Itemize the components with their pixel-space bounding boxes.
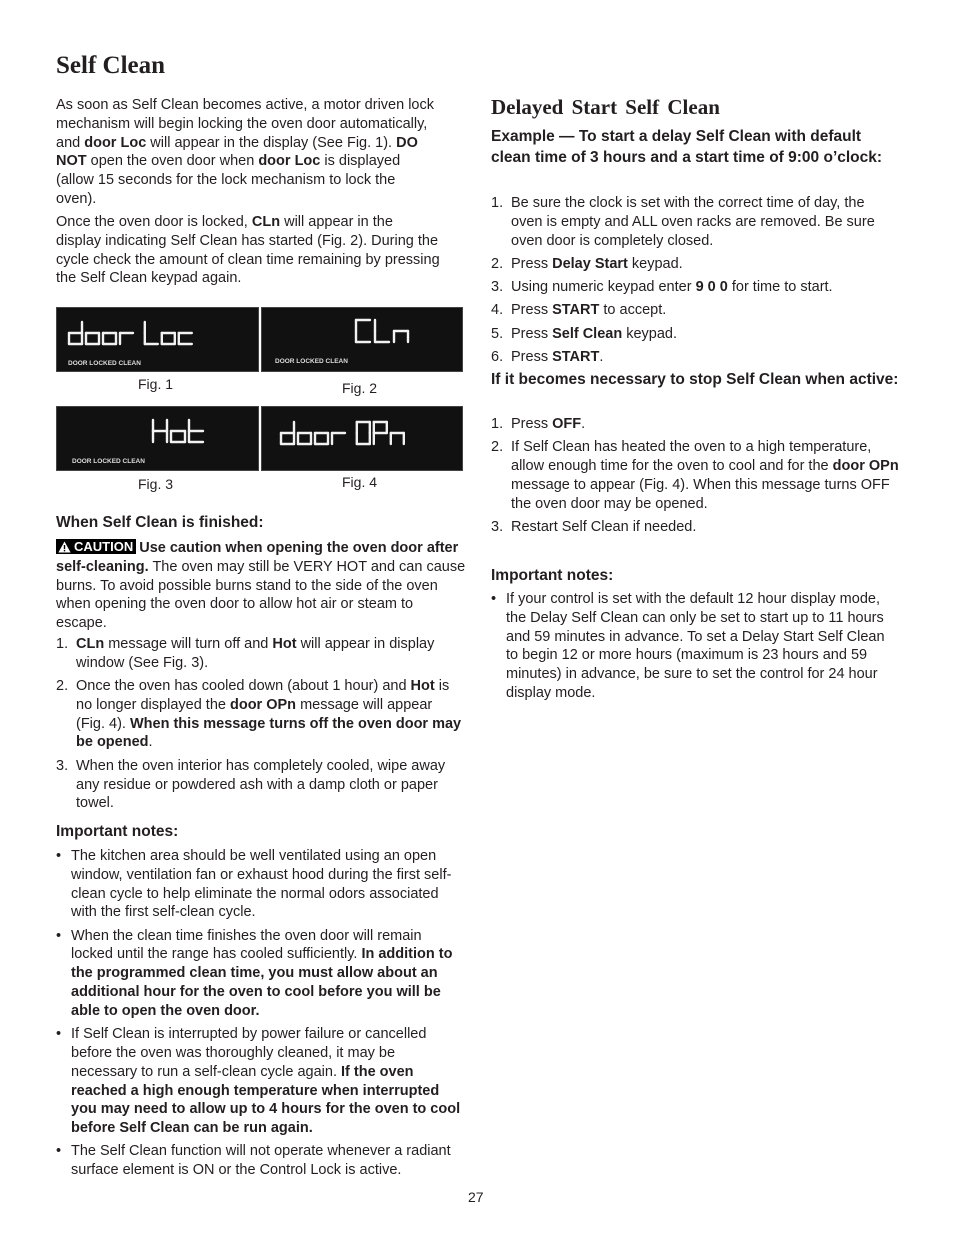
list-item: 6. Press START. <box>491 349 604 366</box>
right-notes-heading: Important notes: <box>491 567 614 584</box>
caution-paragraph <box>56 539 466 633</box>
list-item: 3. Using numeric keypad enter 9 0 0 for time to start. <box>491 279 833 296</box>
item-number: 4. <box>491 302 504 319</box>
intro-paragraph-2: Once the oven door is locked, CLn will appear in the display indicating Self Clean has started (Fig. 2). During the cycle check the amount of clean time remaining by pressing the Self Clean keypad again. <box>56 214 440 287</box>
list-item: 4. Press START to accept. <box>491 302 667 319</box>
display-readout-3 <box>57 407 258 470</box>
caution-text: Use caution when opening the oven door after self-cleaning. The oven may still be VERY HOT and can cause burns. To avoid possible burns stand to the side of the oven when opening the oven door to allow hot air or steam to escape. <box>56 540 466 632</box>
figure-4-caption: Fig. 4 <box>342 474 378 490</box>
item-number: 2. <box>56 678 69 695</box>
list-item: 1. Press OFF. <box>491 416 586 432</box>
item-number: 3. <box>491 279 504 296</box>
example-steps <box>491 194 899 371</box>
list-item: 2. If Self Clean has heated the oven to a high temperature, allow enough time for the oven to cool and for the door OPn message to appear (Fig. 4). When this message turns OFF the oven door may be opened. <box>491 439 899 512</box>
list-item: • If Self Clean is interrupted by power failure or cancelled before the oven was thoroughly cleaned, it may be necessary to run a self-clean cycle again. If the oven reached a high enough temperature when interrupted you may need to allow up to 4 hours for the oven to cool before Self Clean can be run again. <box>56 1026 461 1137</box>
stop-steps <box>491 415 899 541</box>
item-number: 2. <box>491 439 504 456</box>
finished-steps <box>56 635 464 818</box>
list-item: 2. Once the oven has cooled down (about 1 hour) and Hot is no longer displayed the door OPn message will appear (Fig. 4). When this message turns off the oven door may be opened. <box>56 678 462 751</box>
figure-3-caption: Fig. 3 <box>138 476 174 492</box>
figure-1-caption: Fig. 1 <box>138 376 174 392</box>
item-number: 3. <box>491 518 504 535</box>
display-readout-1 <box>57 308 258 371</box>
item-number: 6. <box>491 349 504 366</box>
list-item: • The Self Clean function will not operate whenever a radiant surface element is ON or the Control Lock is active. <box>56 1143 451 1179</box>
list-item: 3. When the oven interior has completely cooled, wipe away any residue or powdered ash with a damp cloth or paper towel. <box>56 757 446 812</box>
bullet-marker: • <box>56 927 62 944</box>
item-number: 1. <box>491 416 504 432</box>
list-item: • If your control is set with the default 12 hour display mode, the Delay Self Clean can only be set to start up to 11 hours and 59 minutes in advance. To set a Delay Start Self Clean to begin 12 or more hours (maximum is 23 hours and 59 minutes) in advance, be sure to set the control for 24 hour display mode. <box>491 591 885 701</box>
left-notes-heading: Important notes: <box>56 823 179 840</box>
list-item: 5. Press Self Clean keypad. <box>491 325 678 342</box>
bullet-marker: • <box>56 848 62 864</box>
caution-badge <box>56 539 136 554</box>
bullet-marker: • <box>56 1143 62 1160</box>
display-readout-4 <box>262 407 462 470</box>
bullet-marker: • <box>491 591 497 607</box>
bullet-marker: • <box>56 1026 62 1043</box>
page-title: Self Clean <box>56 52 166 79</box>
list-item: 3. Restart Self Clean if needed. <box>491 518 697 535</box>
page-number: 27 <box>468 1189 484 1205</box>
intro-paragraph-1: As soon as Self Clean becomes active, a motor driven lock mechanism will begin locking the oven door automatically, and door Loc will appear in the display (See Fig. 1). DO NOT open the oven door when door Loc is displayed (allow 15 seconds for the lock mechanism to lock the oven). <box>56 97 434 207</box>
stop-heading: If it becomes necessary to stop Self Clean when active: <box>491 371 899 388</box>
left-notes-list <box>56 847 464 1185</box>
finished-heading: When Self Clean is finished: <box>56 514 264 531</box>
list-item: 2. Press Delay Start keypad. <box>491 255 683 272</box>
indicator-label: DOOR LOCKED CLEAN <box>68 360 141 367</box>
list-item: • When the clean time finishes the oven door will remain locked until the range has cooled sufficiently. In addition to the programmed clean time, you must allow about an additional hour for the oven to cool before you will be able to open the oven door. <box>56 927 453 1019</box>
display-figure-2 <box>261 307 463 372</box>
delayed-start-heading: Delayed Start Self Clean <box>491 95 720 119</box>
list-item: 1. CLn message will turn off and Hot will appear in display window (See Fig. 3). <box>56 636 435 671</box>
item-number: 1. <box>491 195 504 211</box>
example-heading: Example — To start a delay Self Clean with default clean time of 3 hours and a start time of 9:00 o’clock: <box>491 128 883 166</box>
indicator-label: DOOR LOCKED CLEAN <box>275 358 348 365</box>
display-readout-2 <box>262 308 462 371</box>
right-notes-list <box>491 590 899 707</box>
caution-label: CAUTION <box>74 539 134 554</box>
list-item: • The kitchen area should be well ventilated using an open window, ventilation fan or exhaust hood during the first self-clean cycle to help eliminate the normal odors associated with the first self-clean cycle. <box>56 848 452 921</box>
item-number: 2. <box>491 255 504 272</box>
item-number: 3. <box>56 757 69 774</box>
item-number: 1. <box>56 636 69 652</box>
display-figure-4 <box>261 406 463 471</box>
indicator-label: DOOR LOCKED CLEAN <box>72 458 145 465</box>
item-number: 5. <box>491 325 504 342</box>
list-item: 1. Be sure the clock is set with the correct time of day, the oven is empty and ALL oven racks are removed. Be sure oven door is completely closed. <box>491 195 875 249</box>
warning-triangle-icon <box>58 541 71 553</box>
display-figure-3 <box>56 406 259 471</box>
figure-2-caption: Fig. 2 <box>342 380 378 396</box>
display-figure-1 <box>56 307 259 372</box>
